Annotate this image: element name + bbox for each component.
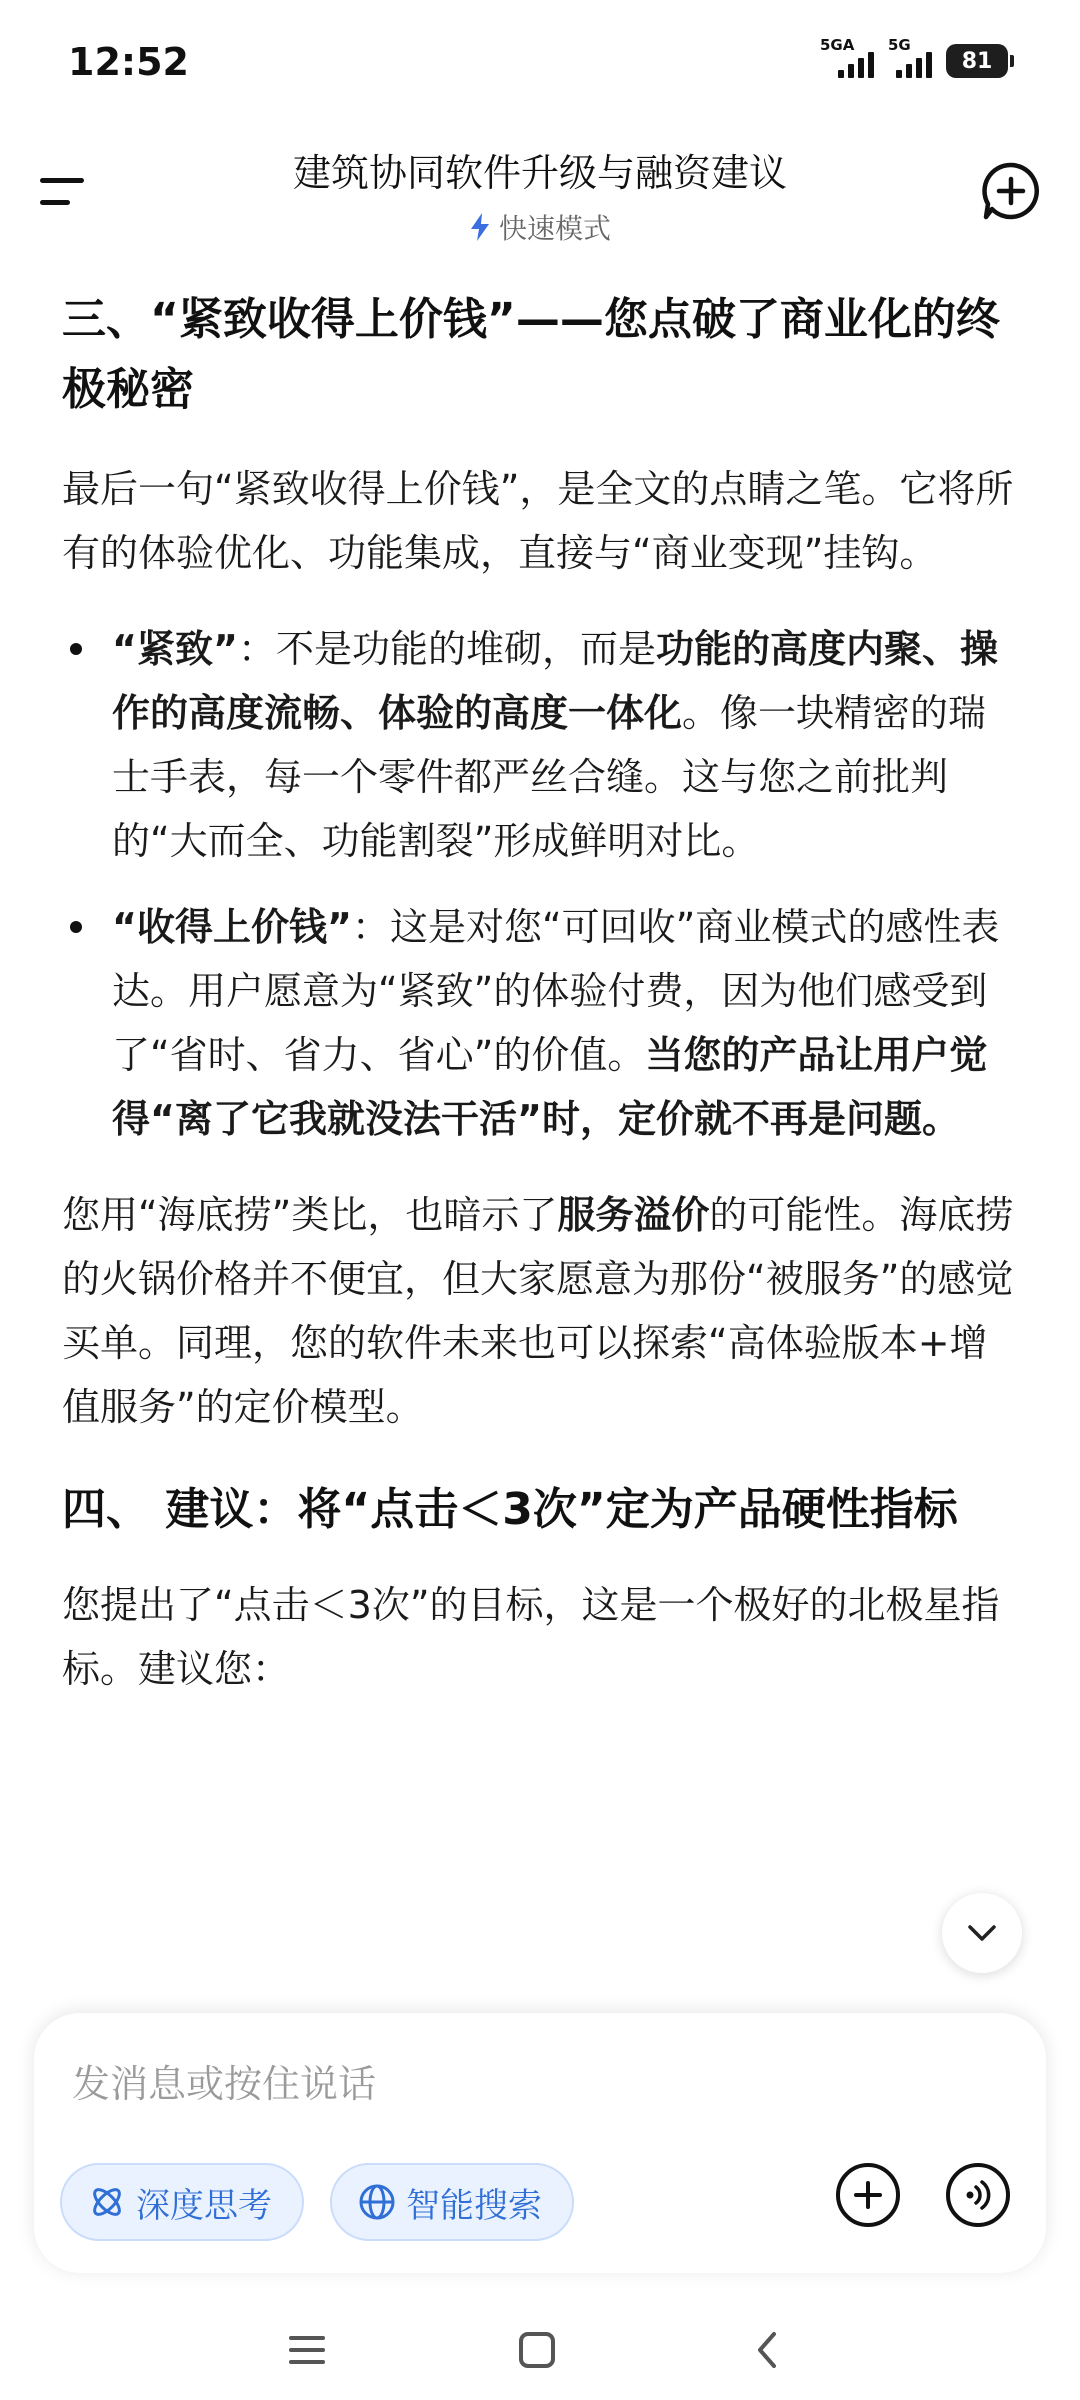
status-bar bbox=[0, 0, 1080, 120]
battery-icon: 81 bbox=[946, 44, 1008, 78]
mode-label: 快速模式 bbox=[498, 212, 611, 245]
section-heading: 四、 建议：将“点击＜3次”定为产品硬性指标 bbox=[62, 1484, 958, 1535]
sound-wave-icon bbox=[961, 2178, 995, 2212]
menu-lines-icon bbox=[287, 2332, 327, 2368]
paragraph-text: 您用“海底捞”类比，也暗示了 bbox=[62, 1193, 558, 1237]
home-button[interactable] bbox=[507, 2320, 567, 2380]
chevron-down-icon bbox=[967, 1924, 997, 1942]
system-nav-bar bbox=[0, 2300, 1080, 2400]
chevron-left-icon bbox=[752, 2330, 782, 2370]
list-item bbox=[62, 617, 1022, 873]
plus-icon bbox=[853, 2180, 883, 2210]
bullet-text: ：这是对您“可回收”商业模式的感性表达。用户愿意为“紧致”的体验付费，因为他们感受到了“省时、省力、省心”的价值。 bbox=[112, 905, 1000, 1077]
message-composer bbox=[34, 2013, 1046, 2273]
deep-think-button[interactable] bbox=[60, 2163, 304, 2241]
bullet-lead: “收得上价钱” bbox=[112, 905, 352, 949]
square-icon bbox=[517, 2330, 557, 2370]
paragraph bbox=[62, 1183, 1022, 1439]
bullet-text: 。像一块精密的瑞士手表，每一个零件都严丝合缝。这与您之前批判的“大而全、功能割裂”形成鲜明对比。 bbox=[112, 691, 987, 863]
message-input[interactable]: 发消息或按住说话 bbox=[72, 2062, 377, 2106]
bullet-list bbox=[62, 617, 1022, 1151]
globe-icon bbox=[358, 2183, 396, 2221]
paragraph: 您提出了“点击＜3次”的目标，这是一个极好的北极星指标。建议您： bbox=[62, 1583, 1000, 1691]
new-chat-icon[interactable] bbox=[980, 160, 1042, 222]
bullet-bold: 当您的产品让用户觉得“离了它我就没法干活”时，定价就不再是问题。 bbox=[112, 1033, 988, 1141]
smart-search-button[interactable] bbox=[330, 2163, 574, 2241]
bullet-lead: “紧致” bbox=[112, 627, 238, 671]
signal-5ga-icon bbox=[820, 36, 874, 78]
atom-icon bbox=[88, 2183, 126, 2221]
status-indicators bbox=[820, 36, 1008, 78]
mode-indicator[interactable] bbox=[0, 207, 1080, 247]
signal-5g-label: 5G bbox=[888, 36, 911, 54]
status-time: 12:52 bbox=[68, 40, 189, 84]
list-item bbox=[62, 895, 1022, 1151]
scroll-to-bottom-button[interactable] bbox=[942, 1893, 1022, 1973]
recent-apps-button[interactable] bbox=[277, 2320, 337, 2380]
bolt-icon bbox=[469, 212, 491, 242]
section-heading: 三、“紧致收得上价钱”——您点破了商业化的终极秘密 bbox=[62, 294, 1000, 415]
voice-call-button[interactable] bbox=[946, 2163, 1010, 2227]
signal-5ga-label: 5GA bbox=[820, 36, 855, 54]
paragraph-bold: 服务溢价 bbox=[557, 1193, 710, 1237]
chat-header bbox=[0, 120, 1080, 270]
signal-5g-icon bbox=[888, 36, 932, 78]
bullet-bold: 功能的高度内聚、操作的高度流畅、体验的高度一体化 bbox=[112, 627, 998, 735]
smart-search-label: 智能搜索 bbox=[406, 2185, 542, 2226]
message-content bbox=[62, 285, 1022, 1701]
paragraph: 最后一句“紧致收得上价钱”，是全文的点睛之笔。它将所有的体验优化、功能集成，直接与“商业变现”挂钩。 bbox=[62, 467, 1014, 575]
back-button[interactable] bbox=[737, 2320, 797, 2380]
add-attachment-button[interactable] bbox=[836, 2163, 900, 2227]
header-title-area bbox=[0, 142, 1080, 247]
paragraph-text: 的可能性。海底捞的火锅价格并不便宜，但大家愿意为那份“被服务”的感觉买单。同理，您的软件未来也可以探索“高体验版本+增值服务”的定价模型。 bbox=[62, 1193, 1014, 1429]
bullet-text: ：不是功能的堆砌，而是 bbox=[237, 627, 656, 671]
deep-think-label: 深度思考 bbox=[136, 2185, 272, 2226]
conversation-title[interactable]: 建筑协同软件升级与融资建议 bbox=[292, 151, 787, 195]
